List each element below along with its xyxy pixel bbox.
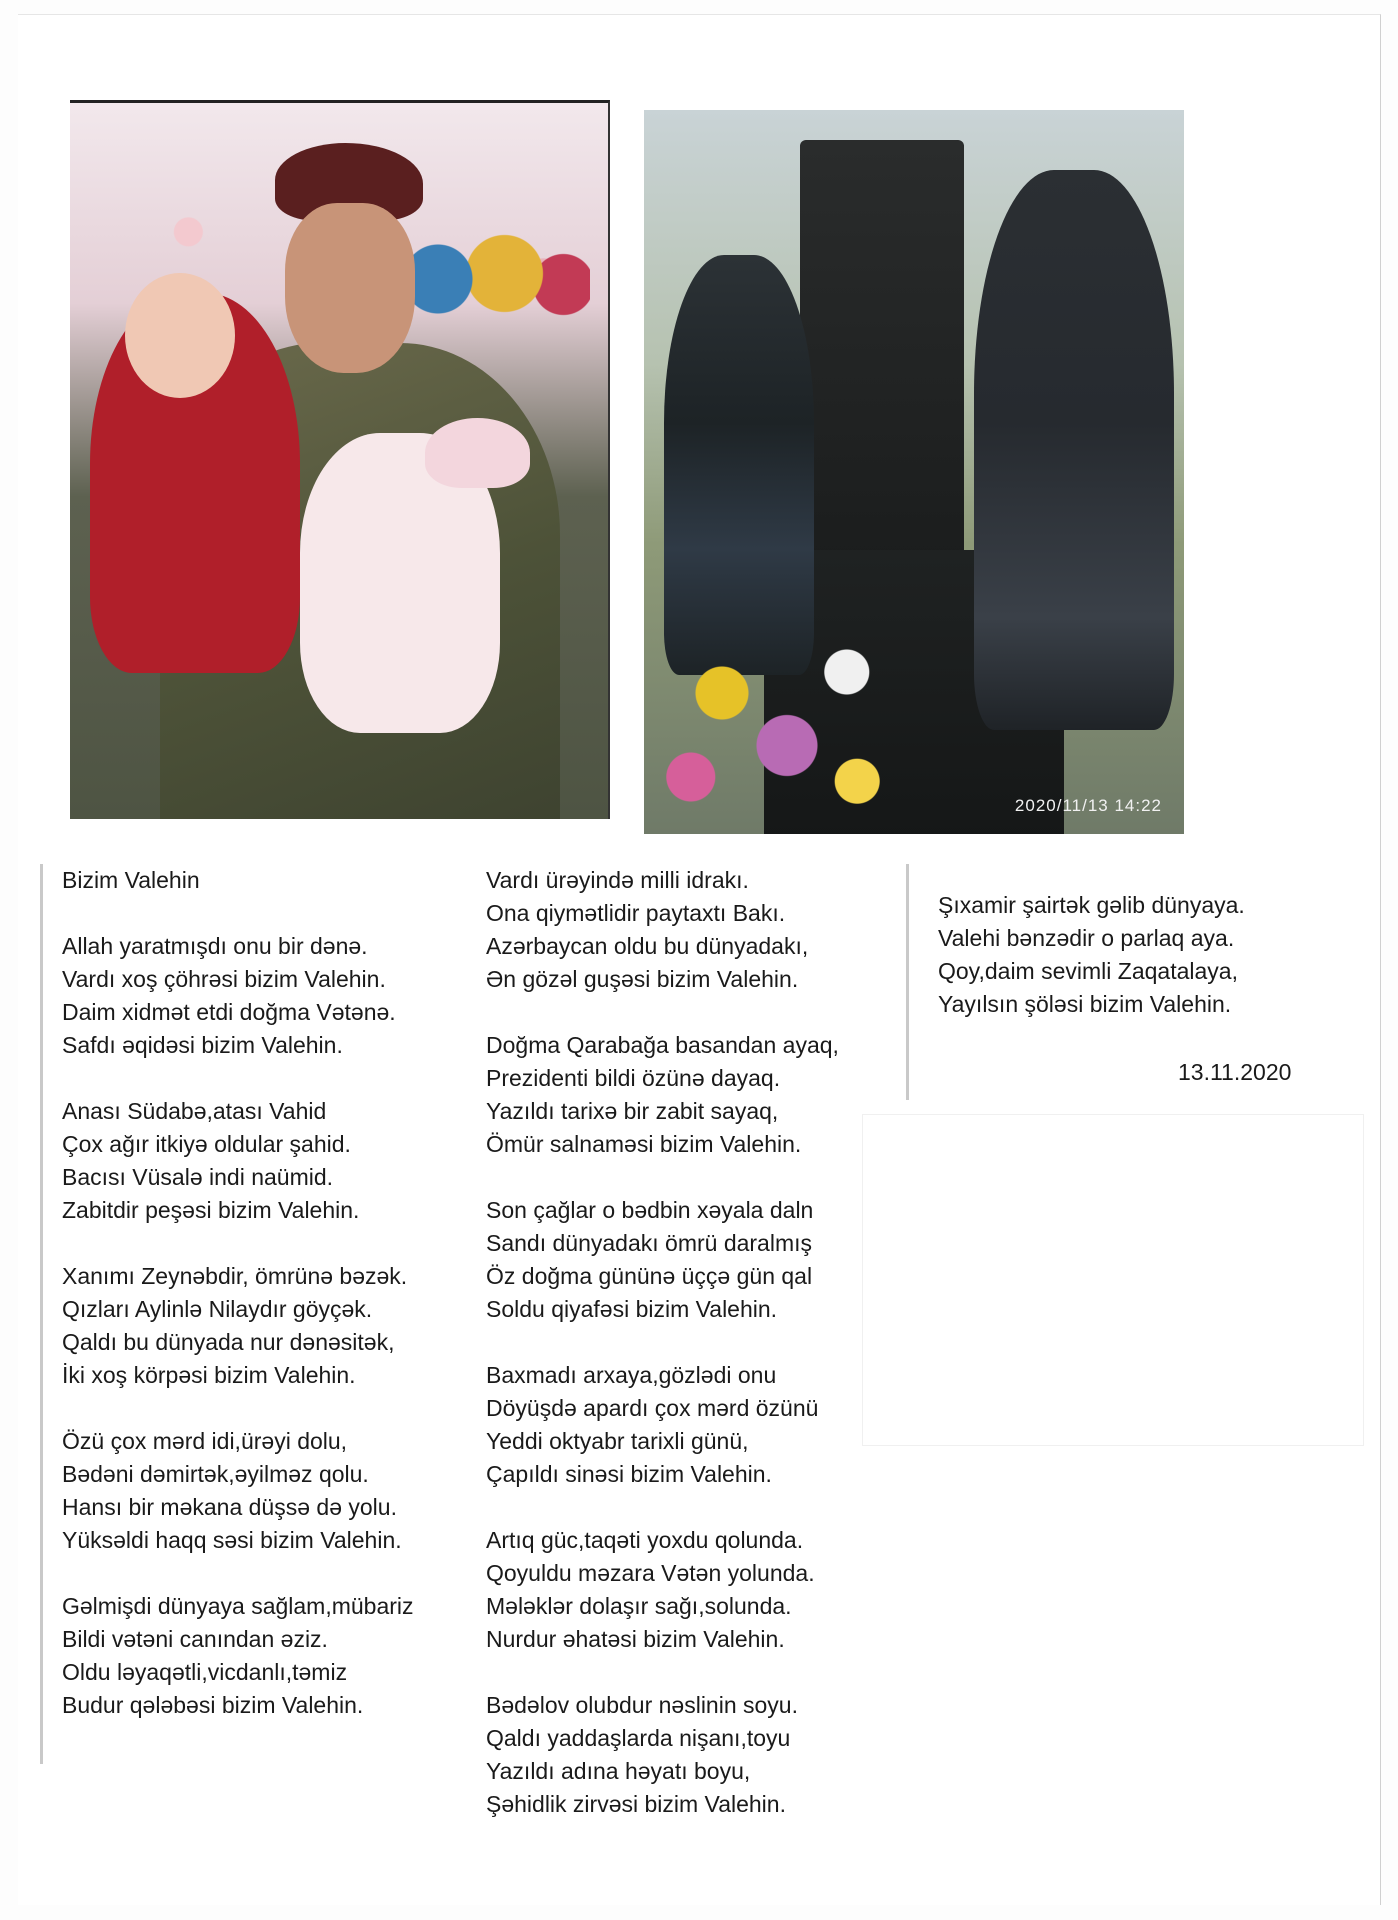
poem-line: Allah yaratmışdı onu bir dənə.	[62, 933, 368, 959]
poem-stanza	[486, 864, 896, 996]
poem-stanza	[62, 1095, 482, 1227]
poem-stanza	[486, 1689, 896, 1821]
poem-line: Vardı ürəyində milli idrakı.	[486, 867, 749, 893]
poem-line: Hansı bir məkana düşsə də yolu.	[62, 1494, 397, 1520]
photo-timestamp: 2020/11/13 14:22	[1014, 796, 1162, 815]
man-right	[974, 170, 1174, 730]
poem-line: Gəlmişdi dünyaya sağlam,mübariz	[62, 1593, 414, 1619]
poem-column-1	[62, 864, 482, 1722]
poem-line: Artıq güc,taqəti yoxdu qolunda.	[486, 1527, 804, 1553]
poem-line: Şəhidlik zirvəsi bizim Valehin.	[486, 1791, 786, 1817]
poem-line: Daim xidmət etdi doğma Vətənə.	[62, 999, 396, 1025]
poem-stanza	[938, 889, 1328, 1021]
poem-column-2	[486, 864, 896, 1821]
poem-line: Ən gözəl guşəsi bizim Valehin.	[486, 966, 799, 992]
poem-stanza	[486, 1524, 896, 1656]
poem-line: Şıxamir şairtək gəlib dünyaya.	[938, 892, 1245, 918]
poem-line: Sandı dünyadakı ömrü daralmış	[486, 1230, 813, 1256]
poem-line: Oldu ləyaqətli,vicdanlı,təmiz	[62, 1659, 348, 1685]
column-2-stanzas	[486, 864, 896, 1821]
poem-line: Çox ağır itkiyə oldular şahid.	[62, 1131, 351, 1157]
poem-column-3	[938, 889, 1328, 1021]
column-1-stanzas	[62, 930, 482, 1722]
poem-line: Bədəni dəmirtək,əyilməz qolu.	[62, 1461, 369, 1487]
memorial-photo	[644, 110, 1184, 834]
column-rule-left	[40, 864, 43, 1764]
poem-stanza	[486, 1359, 896, 1491]
poem-line: Çapıldı sinəsi bizim Valehin.	[486, 1461, 772, 1487]
poem-line: Qaldı yaddaşlarda nişanı,toyu	[486, 1725, 791, 1751]
soldier-face	[285, 203, 415, 373]
poem-line: Özü çox mərd idi,ürəyi dolu,	[62, 1428, 348, 1454]
poem-line: Öz doğma gününə üççə gün qal	[486, 1263, 813, 1289]
poem-line: Yüksəldi haqq səsi bizim Valehin.	[62, 1527, 402, 1553]
poem-stanza	[486, 1194, 896, 1326]
poem-line: Qızları Aylinlə Nilaydır göyçək.	[62, 1296, 373, 1322]
plush-toys	[400, 213, 590, 323]
poem-line: Son çağlar o bədbin xəyala daln	[486, 1197, 814, 1223]
poem-line: Yayılsın şöləsi bizim Valehin.	[938, 991, 1232, 1017]
poem-line: Ona qiymətlidir paytaxtı Bakı.	[486, 900, 786, 926]
poem-stanza	[62, 1590, 482, 1722]
poem-line: Baxmadı arxaya,gözlədi onu	[486, 1362, 777, 1388]
flowers	[644, 630, 904, 834]
poem-line: Xanımı Zeynəbdir, ömrünə bəzək.	[62, 1263, 408, 1289]
soldier-with-children-photo	[70, 100, 610, 819]
girl-face	[125, 273, 235, 398]
poem-stanza	[486, 1029, 896, 1161]
poem-line: Döyüşdə apardı çox mərd özünü	[486, 1395, 819, 1421]
column-3-stanzas	[938, 889, 1328, 1021]
poem-line: Prezidenti bildi özünə dayaq.	[486, 1065, 781, 1091]
poem-line: Zabitdir peşəsi bizim Valehin.	[62, 1197, 360, 1223]
poem-line: Ömür salnaməsi bizim Valehin.	[486, 1131, 802, 1157]
poem-line: Yazıldı adına həyatı boyu,	[486, 1758, 751, 1784]
poem-line: Bildi vətəni canından əziz.	[62, 1626, 328, 1652]
poem-line: Anası Südabə,atası Vahid	[62, 1098, 327, 1124]
poem-line: Yeddi oktyabr tarixli günü,	[486, 1428, 749, 1454]
poem-line: Azərbaycan oldu bu dünyadakı,	[486, 933, 809, 959]
poem-line: Valehi bənzədir o parlaq aya.	[938, 925, 1235, 951]
memorial-stone	[800, 140, 964, 560]
poem-line: Doğma Qarabağa basandan ayaq,	[486, 1032, 839, 1058]
poem-line: Nurdur əhatəsi bizim Valehin.	[486, 1626, 785, 1652]
man-left	[664, 255, 814, 675]
poem-line: Vardı xoş çöhrəsi bizim Valehin.	[62, 966, 386, 992]
poem-line: Bacısı Vüsalə indi naümid.	[62, 1164, 334, 1190]
poem-line: Qoyuldu məzara Vətən yolunda.	[486, 1560, 815, 1586]
poem-line: Bədəlov olubdur nəslinin soyu.	[486, 1692, 798, 1718]
poem-line: Yazıldı tarixə bir zabit sayaq,	[486, 1098, 779, 1124]
poem-stanza	[62, 930, 482, 1062]
poem-stanza	[62, 1425, 482, 1557]
poem-line: Safdı əqidəsi bizim Valehin.	[62, 1032, 343, 1058]
poem-stanza	[62, 1260, 482, 1392]
column-rule-right	[906, 864, 909, 1100]
baby-hat	[425, 418, 530, 488]
poem-line: Budur qələbəsi bizim Valehin.	[62, 1692, 364, 1718]
poem-line: Qaldı bu dünyada nur dənəsitək,	[62, 1329, 395, 1355]
bleed-through-area	[862, 1114, 1364, 1446]
poem-title: Bizim Valehin	[62, 867, 200, 893]
poem-date: 13.11.2020	[1178, 1059, 1292, 1085]
poem-line: Mələklər dolaşır sağı,solunda.	[486, 1593, 792, 1619]
poem-line: İki xoş körpəsi bizim Valehin.	[62, 1362, 356, 1388]
poem-line: Qoy,daim sevimli Zaqatalaya,	[938, 958, 1238, 984]
poem-line: Soldu qiyafəsi bizim Valehin.	[486, 1296, 778, 1322]
